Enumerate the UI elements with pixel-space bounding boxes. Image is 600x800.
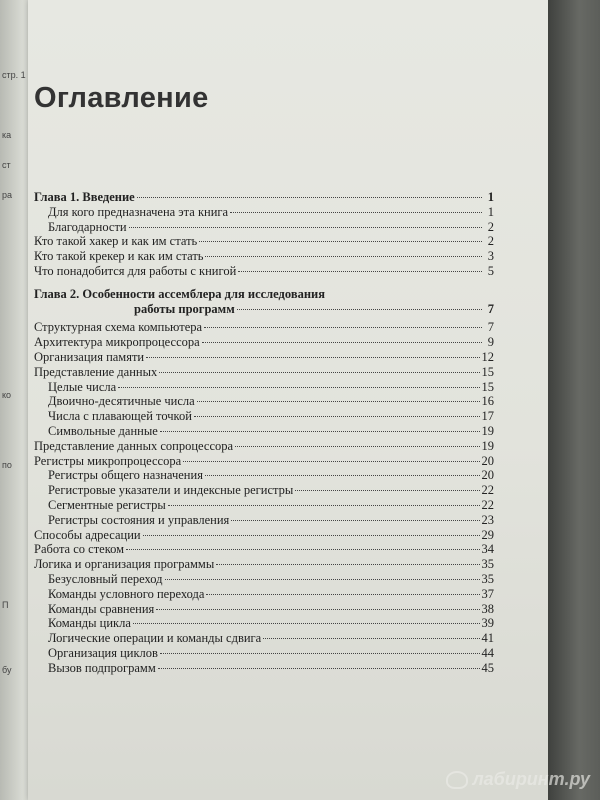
toc-label: Команды цикла bbox=[48, 616, 131, 631]
toc-entry[interactable] bbox=[34, 602, 494, 617]
toc-page-number: 37 bbox=[481, 586, 494, 601]
toc-entry[interactable] bbox=[34, 220, 494, 235]
toc-label: Организация памяти bbox=[34, 349, 145, 364]
adjacent-page-text: ка bbox=[2, 130, 12, 140]
toc-entry[interactable] bbox=[34, 542, 494, 557]
toc-entry[interactable] bbox=[34, 572, 494, 587]
toc-label: Глава 1. Введение bbox=[34, 190, 135, 204]
toc-label: Для кого предназначена эта книга bbox=[48, 204, 229, 219]
toc-label: Сегментные регистры bbox=[48, 497, 166, 512]
toc-page-number: 44 bbox=[481, 645, 494, 660]
toc-page-number: 23 bbox=[481, 512, 494, 527]
toc-page-number: 38 bbox=[481, 601, 494, 616]
dot-leader bbox=[194, 416, 480, 417]
toc-entry[interactable] bbox=[34, 350, 494, 365]
dot-leader bbox=[197, 401, 480, 402]
toc-page-number: 12 bbox=[481, 349, 494, 364]
toc-entry[interactable] bbox=[34, 320, 494, 335]
toc-page-number: 41 bbox=[481, 631, 494, 646]
page-title: Оглавление bbox=[34, 82, 209, 114]
toc-label: Числа с плавающей точкой bbox=[48, 409, 192, 424]
toc-entry[interactable] bbox=[34, 409, 494, 424]
dot-leader bbox=[230, 212, 482, 213]
watermark-text: лабиринт.ру bbox=[472, 769, 590, 789]
toc-page-number: 1 bbox=[487, 204, 494, 219]
toc-page-number: 29 bbox=[481, 527, 494, 542]
toc-page-number: 3 bbox=[487, 249, 494, 264]
toc-page-number: 34 bbox=[481, 542, 494, 557]
toc-label: Логика и организация программы bbox=[34, 557, 215, 572]
dot-leader bbox=[168, 505, 480, 506]
adjacent-page-text: по bbox=[2, 460, 12, 470]
toc-entry[interactable] bbox=[34, 587, 494, 602]
dot-leader bbox=[199, 241, 482, 242]
toc-chapter-2[interactable] bbox=[34, 302, 494, 317]
toc-label: Благодарности bbox=[48, 219, 127, 234]
dot-leader bbox=[126, 549, 479, 550]
toc-label: Логические операции и команды сдвига bbox=[48, 631, 262, 646]
dot-leader bbox=[238, 271, 482, 272]
toc-entry[interactable] bbox=[34, 424, 494, 439]
toc-entry[interactable] bbox=[34, 234, 494, 249]
toc-chapter-1[interactable] bbox=[34, 190, 494, 205]
adjacent-page-text: ко bbox=[2, 390, 12, 400]
dot-leader bbox=[235, 446, 479, 447]
toc-label: Архитектура микропроцессора bbox=[34, 335, 200, 350]
toc-page-number: 22 bbox=[481, 483, 494, 498]
dot-leader bbox=[118, 387, 479, 388]
toc-page-number: 7 bbox=[487, 301, 494, 316]
dot-leader bbox=[133, 623, 480, 624]
dot-leader bbox=[156, 609, 479, 610]
toc-entry[interactable] bbox=[34, 483, 494, 498]
toc-page-number: 9 bbox=[487, 335, 494, 350]
watermark bbox=[446, 769, 590, 790]
toc-page-number: 20 bbox=[481, 468, 494, 483]
toc-label: работы программ bbox=[134, 301, 235, 316]
toc-label: Представление данных bbox=[34, 364, 158, 379]
toc-page-number: 15 bbox=[481, 364, 494, 379]
toc-page-number: 19 bbox=[481, 423, 494, 438]
toc-label: Кто такой хакер и как им стать bbox=[34, 234, 198, 249]
toc-entry[interactable] bbox=[34, 205, 494, 220]
toc-page-number: 45 bbox=[481, 660, 494, 675]
toc-label: Регистры микропроцессора bbox=[34, 453, 182, 468]
toc-entry[interactable] bbox=[34, 454, 494, 469]
book-page bbox=[28, 0, 548, 800]
dot-leader bbox=[146, 357, 479, 358]
toc-entry[interactable] bbox=[34, 335, 494, 350]
toc-label: Целые числа bbox=[48, 379, 117, 394]
toc-entry[interactable] bbox=[34, 661, 494, 676]
dot-leader bbox=[216, 564, 479, 565]
toc-label: Регистровые указатели и индексные регистры bbox=[48, 483, 294, 498]
toc-label: Команды сравнения bbox=[48, 601, 155, 616]
toc-label: Вызов подпрограмм bbox=[48, 660, 156, 675]
toc-page-number: 16 bbox=[481, 394, 494, 409]
toc-label: Двоично-десятичные числа bbox=[48, 394, 195, 409]
toc-page-number: 17 bbox=[481, 409, 494, 424]
toc-label: Работа со стеком bbox=[34, 542, 125, 557]
toc-entry[interactable] bbox=[34, 528, 494, 543]
dot-leader bbox=[205, 475, 480, 476]
dot-leader bbox=[183, 461, 479, 462]
dot-leader bbox=[202, 342, 482, 343]
toc-entry[interactable] bbox=[34, 468, 494, 483]
toc-label: Символьные данные bbox=[48, 423, 158, 438]
toc-entry[interactable] bbox=[34, 616, 494, 631]
toc-page-number: 7 bbox=[487, 320, 494, 335]
toc-page-number: 39 bbox=[481, 616, 494, 631]
background-surface bbox=[548, 0, 600, 800]
toc-page-number: 22 bbox=[481, 497, 494, 512]
dot-leader bbox=[159, 372, 479, 373]
table-of-contents bbox=[34, 186, 494, 676]
toc-entry[interactable] bbox=[34, 249, 494, 264]
adjacent-page-text: ра bbox=[2, 190, 13, 200]
adjacent-page-text: стр. 1 bbox=[2, 70, 26, 80]
toc-label: Способы адресации bbox=[34, 527, 141, 542]
toc-label: Безусловный переход bbox=[48, 571, 163, 586]
dot-leader bbox=[295, 490, 479, 491]
toc-page-number: 15 bbox=[481, 379, 494, 394]
dot-leader bbox=[206, 594, 479, 595]
toc-entry[interactable] bbox=[34, 394, 494, 409]
dot-leader bbox=[204, 327, 482, 328]
toc-entry[interactable] bbox=[34, 365, 494, 380]
toc-label: Кто такой крекер и как им стать bbox=[34, 249, 204, 264]
toc-page-number: 1 bbox=[487, 190, 494, 204]
adjacent-page-text: ст bbox=[2, 160, 11, 170]
dot-leader bbox=[237, 309, 482, 310]
toc-page-number: 19 bbox=[481, 438, 494, 453]
toc-entry[interactable] bbox=[34, 631, 494, 646]
dot-leader bbox=[263, 638, 479, 639]
labirint-logo-icon bbox=[446, 771, 468, 789]
toc-label: Организация циклов bbox=[48, 645, 158, 660]
toc-entry[interactable] bbox=[34, 264, 494, 279]
toc-page-number: 2 bbox=[487, 219, 494, 234]
toc-page-number: 35 bbox=[481, 557, 494, 572]
toc-page-number: 20 bbox=[481, 453, 494, 468]
toc-label: Структурная схема компьютера bbox=[34, 320, 203, 335]
dot-leader bbox=[158, 668, 480, 669]
toc-label: Регистры состояния и управления bbox=[48, 512, 230, 527]
toc-label: Команды условного перехода bbox=[48, 586, 205, 601]
toc-entry[interactable] bbox=[34, 646, 494, 661]
toc-chapter-2-title[interactable]: Глава 2. Особенности ассемблера для исследования bbox=[34, 286, 325, 301]
toc-entry[interactable] bbox=[34, 498, 494, 513]
adjacent-page-text: П bbox=[2, 600, 9, 610]
dot-leader bbox=[165, 579, 480, 580]
toc-label: Представление данных сопроцессора bbox=[34, 438, 234, 453]
toc-entry[interactable] bbox=[34, 513, 494, 528]
dot-leader bbox=[231, 520, 479, 521]
adjacent-page-text: бу bbox=[2, 665, 12, 675]
toc-page-number: 5 bbox=[487, 263, 494, 278]
dot-leader bbox=[143, 535, 480, 536]
toc-page-number: 35 bbox=[481, 571, 494, 586]
toc-label: Что понадобится для работы с книгой bbox=[34, 263, 237, 278]
dot-leader bbox=[160, 653, 480, 654]
toc-page-number: 2 bbox=[487, 234, 494, 249]
dot-leader bbox=[205, 256, 482, 257]
dot-leader bbox=[129, 227, 482, 228]
dot-leader bbox=[160, 431, 480, 432]
toc-entry[interactable] bbox=[34, 380, 494, 395]
toc-label: Регистры общего назначения bbox=[48, 468, 203, 483]
toc-entry[interactable] bbox=[34, 557, 494, 572]
toc-entry[interactable] bbox=[34, 439, 494, 454]
dot-leader bbox=[137, 197, 482, 198]
